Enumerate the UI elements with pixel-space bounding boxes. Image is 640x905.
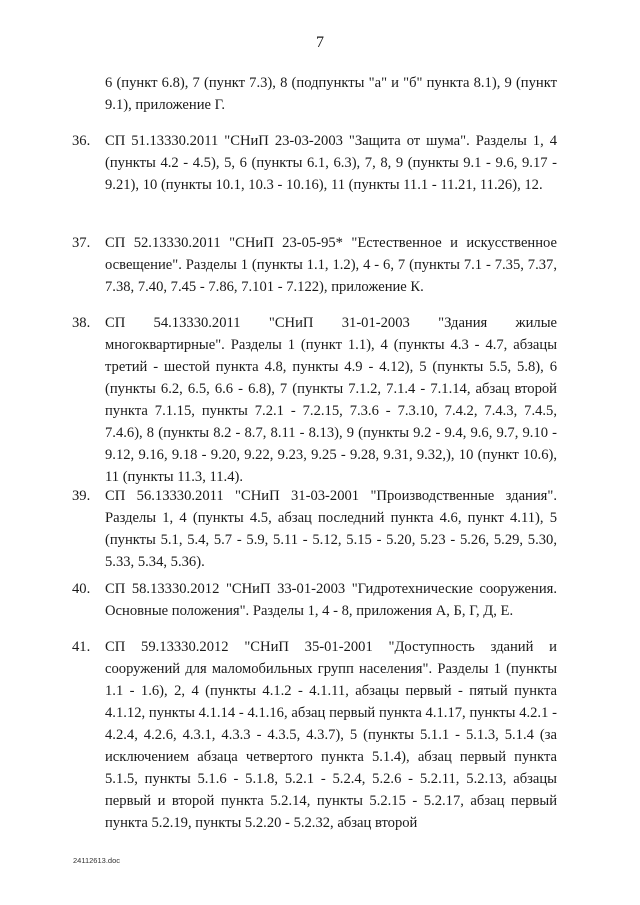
list-item-text: СП 58.13330.2012 "СНиП 33-01-2003 "Гидротехнические сооружения. Основные положения". Разделы 1, 4 - 8, приложения А, Б, Г, Д, Е. <box>105 581 557 619</box>
list-item <box>72 130 557 196</box>
list-item-number: 37. <box>72 235 91 251</box>
list-item-number: 38. <box>72 315 91 331</box>
list-item-text: СП 51.13330.2011 "СНиП 23-03-2003 "Защита от шума". Разделы 1, 4 (пункты 4.2 - 4.5), 5, 6 (пункты 6.1, 6.3), 7, 8, 9 (пункты 9.1 - 9.6, 9.17 - 9.21), 10 (пункты 10.1, 10.3 - 10.16), 11 (пункты 11.1 - 11.21, 11.26), 12. <box>105 133 557 193</box>
list-item <box>72 312 557 488</box>
list-item <box>72 636 557 834</box>
continuation-paragraph: 6 (пункт 6.8), 7 (пункт 7.3), 8 (подпункты "а" и "б" пункта 8.1), 9 (пункт 9.1), приложение Г. <box>105 75 557 113</box>
list-item <box>72 578 557 622</box>
list-item-number: 39. <box>72 488 91 504</box>
list-item-text: СП 56.13330.2011 "СНиП 31-03-2001 "Производственные здания". Разделы 1, 4 (пункты 4.5, абзац последний пункта 4.6, пункт 4.11), 5 (пункты 5.1, 5.4, 5.7 - 5.9, 5.11 - 5.12, 5.15 - 5.20, 5.23 - 5.26, 5.29, 5.30, 5.33, 5.34, 5.36). <box>105 488 557 570</box>
list-item-text: СП 59.13330.2012 "СНиП 35-01-2001 "Доступность зданий и сооружений для маломобильных групп населения". Разделы 1 (пункты 1.1 - 1.6), 2, 4 (пункты 4.1.2 - 4.1.11, абзацы первый - пятый пункта 4.1.12, пункты 4.1.14 - 4.1.16, абзац первый пункта 4.1.17, пункты 4.2.1 - 4.2.4, 4.2.6, 4.3.1, 4.3.3 - 4.3.5, 4.3.7), 5 (пункты 5.1.1 - 5.1.3, 5.1.4 (за исключением абзаца четвертого пункта 5.1.4), абзац первый пункта 5.1.5, пункты 5.1.6 - 5.1.8, 5.2.1 - 5.2.4, 5.2.6 - 5.2.11, 5.2.13, абзацы первый и второй пункта 5.2.14, пункты 5.2.15 - 5.2.17, абзац первый пункта 5.2.19, пункты 5.2.20 - 5.2.32, абзац второй <box>105 639 557 831</box>
list-item <box>72 485 557 573</box>
list-item-text: СП 54.13330.2011 "СНиП 31-01-2003 "Здания жилые многоквартирные". Разделы 1 (пункт 1.1), 4 (пункты 4.3 - 4.7, абзацы третий - шестой пункта 4.8, пункты 4.9 - 4.12), 5 (пункты 5.5, 5.8), 6 (пункты 6.2, 6.5, 6.6 - 6.8), 7 (пункты 7.1.2, 7.1.4 - 7.1.14, абзац второй пункта 7.1.15, пункты 7.2.1 - 7.2.15, 7.3.6 - 7.3.10, 7.4.2, 7.4.3, 7.4.5, 7.4.6), 8 (пункты 8.2 - 8.7, 8.11 - 8.13), 9 (пункты 9.2 - 9.4, 9.6, 9.7, 9.10 - 9.12, 9.16, 9.18 - 9.20, 9.22, 9.23, 9.25 - 9.28, 9.31, 9.32,), 10 (пункт 10.6), 11 (пункты 11.3, 11.4). <box>105 315 557 485</box>
footer-filename: 24112613.doc <box>73 856 120 865</box>
list-item-text: СП 52.13330.2011 "СНиП 23-05-95* "Естественное и искусственное освещение". Разделы 1 (пункты 1.1, 1.2), 4 - 6, 7 (пункты 7.1 - 7.35, 7.37, 7.38, 7.40, 7.45 - 7.86, 7.101 - 7.122), приложение К. <box>105 235 557 295</box>
list-item <box>72 232 557 298</box>
page-number: 7 <box>316 34 324 51</box>
list-item-number: 41. <box>72 639 91 655</box>
list-item-number: 36. <box>72 133 91 149</box>
list-item-number: 40. <box>72 581 91 597</box>
